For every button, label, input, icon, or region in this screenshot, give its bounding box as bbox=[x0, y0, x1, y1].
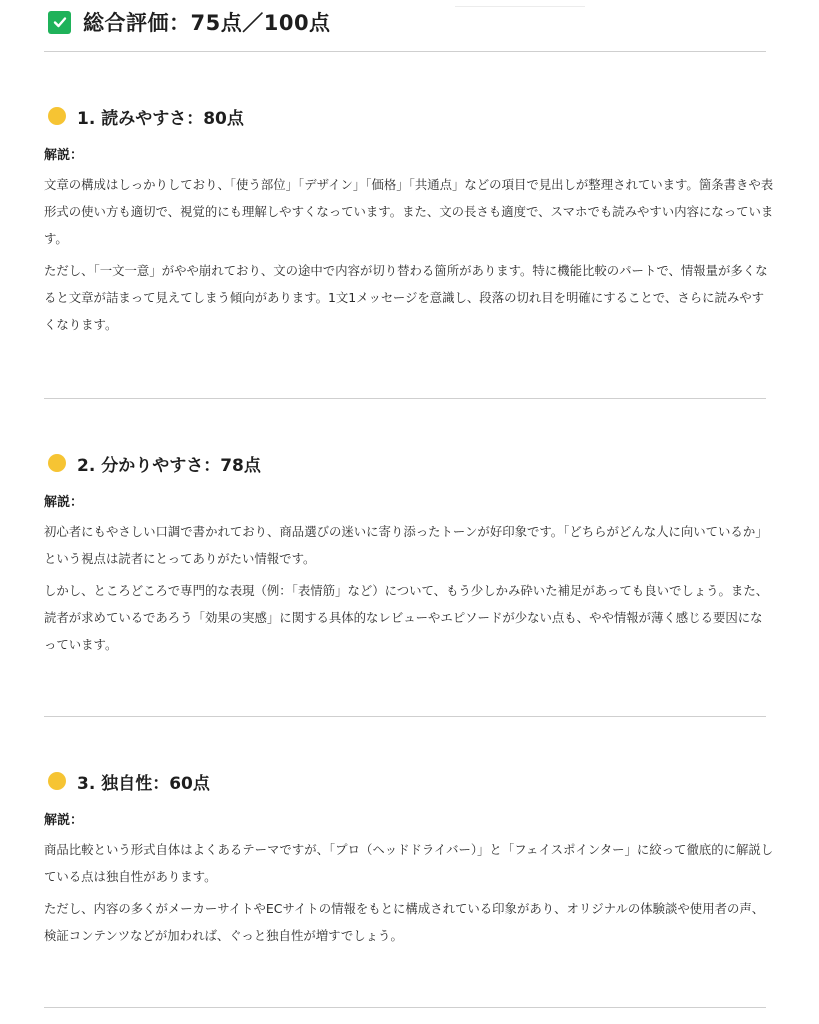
divider-section-1 bbox=[44, 398, 766, 399]
explanation-label: 解説： bbox=[44, 148, 84, 163]
section-clarity bbox=[44, 450, 774, 658]
divider-section-2 bbox=[44, 716, 766, 717]
section-heading bbox=[48, 103, 774, 129]
page-header bbox=[48, 7, 331, 37]
section-heading bbox=[48, 450, 774, 476]
divider-top bbox=[44, 51, 766, 52]
explanation-label: 解説： bbox=[44, 495, 84, 510]
section-title: 1. 読みやすさ：80点 bbox=[77, 108, 244, 129]
yellow-circle-icon bbox=[48, 772, 66, 790]
divider-section-3 bbox=[44, 1007, 766, 1008]
section-title: 2. 分かりやすさ：78点 bbox=[77, 455, 261, 476]
section-originality bbox=[44, 768, 774, 949]
section-readability bbox=[44, 103, 774, 338]
explanation-paragraph: ただし、内容の多くがメーカーサイトやECサイトの情報をもとに構成されている印象があり、オリジナルの体験談や使用者の声、検証コンテンツなどが加われば、ぐっと独自性が増すでしょう。 bbox=[44, 901, 765, 943]
yellow-circle-icon bbox=[48, 107, 66, 125]
explanation-paragraph: 文章の構成はしっかりしており、「使う部位」「デザイン」「価格」「共通点」などの項目で見出しが整理されています。箇条書きや表形式の使い方も適切で、視覚的にも理解しやすくなっています。また、文の長さも適度で、スマホでも読みやすい内容になっています。 bbox=[44, 177, 774, 246]
explanation-paragraph: 初心者にもやさしい口調で書かれており、商品選びの迷いに寄り添ったトーンが好印象です。「どちらがどんな人に向いているか」という視点は読者にとってありがたい情報です。 bbox=[44, 524, 768, 566]
yellow-circle-icon bbox=[48, 454, 66, 472]
section-heading bbox=[48, 768, 774, 794]
explanation-paragraph: しかし、ところどころで専門的な表現（例：「表情筋」など）について、もう少しかみ砕いた補足があっても良いでしょう。また、読者が求めているであろう「効果の実感」に関する具体的なレビューやエピソードが少ない点も、やや情報が薄く感じる要因になっています。 bbox=[44, 583, 769, 652]
section-title: 3. 独自性：60点 bbox=[77, 773, 210, 794]
explanation-paragraph: ただし、「一文一意」がやや崩れており、文の途中で内容が切り替わる箇所があります。特に機能比較のパートで、情報量が多くなると文章が詰まって見えてしまう傾向があります。1文1メッセージを意識し、段落の切れ目を明確にすることで、さらに読みやすくなります。 bbox=[44, 263, 768, 332]
explanation-paragraph: 商品比較という形式自体はよくあるテーマですが、「プロ（ヘッドドライバー）」と「フェイスポインター」に絞って徹底的に解説している点は独自性があります。 bbox=[44, 842, 774, 884]
page-title: 総合評価：75点／100点 bbox=[83, 11, 331, 35]
check-box-icon bbox=[48, 11, 71, 34]
explanation-label: 解説： bbox=[44, 813, 84, 828]
top-faint-divider bbox=[455, 6, 585, 7]
